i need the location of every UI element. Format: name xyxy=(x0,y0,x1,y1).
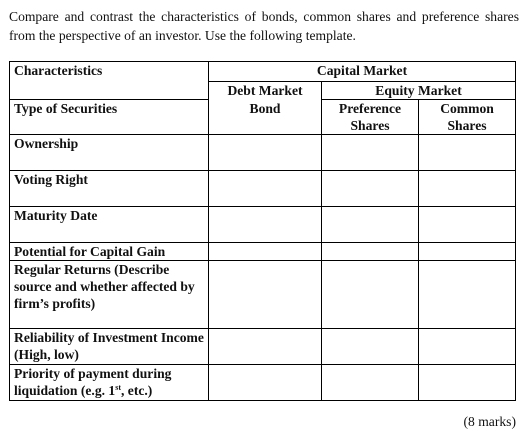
type-of-securities-label: Type of Securities xyxy=(10,100,209,135)
preference-shares-label: Preference Shares xyxy=(322,100,419,135)
common-shares-label: Common Shares xyxy=(419,100,516,135)
answer-cell[interactable] xyxy=(419,171,516,207)
characteristics-header: Characteristics xyxy=(10,62,209,100)
answer-cell[interactable] xyxy=(322,135,419,171)
table-row xyxy=(10,329,516,365)
row-label-capital-gain: Potential for Capital Gain xyxy=(10,243,209,261)
bond-label: Bond xyxy=(209,100,322,135)
answer-cell[interactable] xyxy=(209,365,322,401)
debt-market-header: Debt Market xyxy=(209,82,322,100)
table-row xyxy=(10,207,516,243)
answer-cell[interactable] xyxy=(322,365,419,401)
header-row-capital-market xyxy=(10,62,516,82)
equity-market-header: Equity Market xyxy=(322,82,516,100)
answer-cell[interactable] xyxy=(322,171,419,207)
table-row xyxy=(10,135,516,171)
capital-market-header: Capital Market xyxy=(209,62,516,82)
answer-cell[interactable] xyxy=(322,243,419,261)
answer-cell[interactable] xyxy=(209,171,322,207)
answer-cell[interactable] xyxy=(209,243,322,261)
answer-cell[interactable] xyxy=(419,243,516,261)
table-row xyxy=(10,261,516,329)
answer-cell[interactable] xyxy=(209,329,322,365)
row-label-voting-right: Voting Right xyxy=(10,171,209,207)
comparison-table xyxy=(9,61,516,401)
question-text: Compare and contrast the characteristics of bonds, common shares and preference shares from the perspective of an investor. Use the following template. xyxy=(9,9,519,43)
table-row xyxy=(10,243,516,261)
row-label-priority xyxy=(10,365,209,401)
answer-cell[interactable] xyxy=(209,207,322,243)
answer-cell[interactable] xyxy=(419,207,516,243)
answer-cell[interactable] xyxy=(419,329,516,365)
table-row xyxy=(10,171,516,207)
marks-label: (8 marks) xyxy=(463,414,516,429)
answer-cell[interactable] xyxy=(322,261,419,329)
answer-cell[interactable] xyxy=(322,207,419,243)
row-label-maturity-date: Maturity Date xyxy=(10,207,209,243)
answer-cell[interactable] xyxy=(322,329,419,365)
answer-cell[interactable] xyxy=(209,261,322,329)
answer-cell[interactable] xyxy=(419,365,516,401)
answer-cell[interactable] xyxy=(209,135,322,171)
answer-cell[interactable] xyxy=(419,135,516,171)
row-label-ownership: Ownership xyxy=(10,135,209,171)
row-label-reliability: Reliability of Investment Income (High, low) xyxy=(10,329,209,365)
header-row-securities xyxy=(10,100,516,135)
answer-cell[interactable] xyxy=(419,261,516,329)
row-label-regular-returns: Regular Returns (Describe source and whether affected by firm’s profits) xyxy=(10,261,209,329)
table-row xyxy=(10,365,516,401)
priority-text: Priority of payment during liquidation (e.g. 1 xyxy=(14,366,172,398)
priority-tail: , etc.) xyxy=(121,383,153,398)
priority-superscript: st xyxy=(115,383,121,392)
